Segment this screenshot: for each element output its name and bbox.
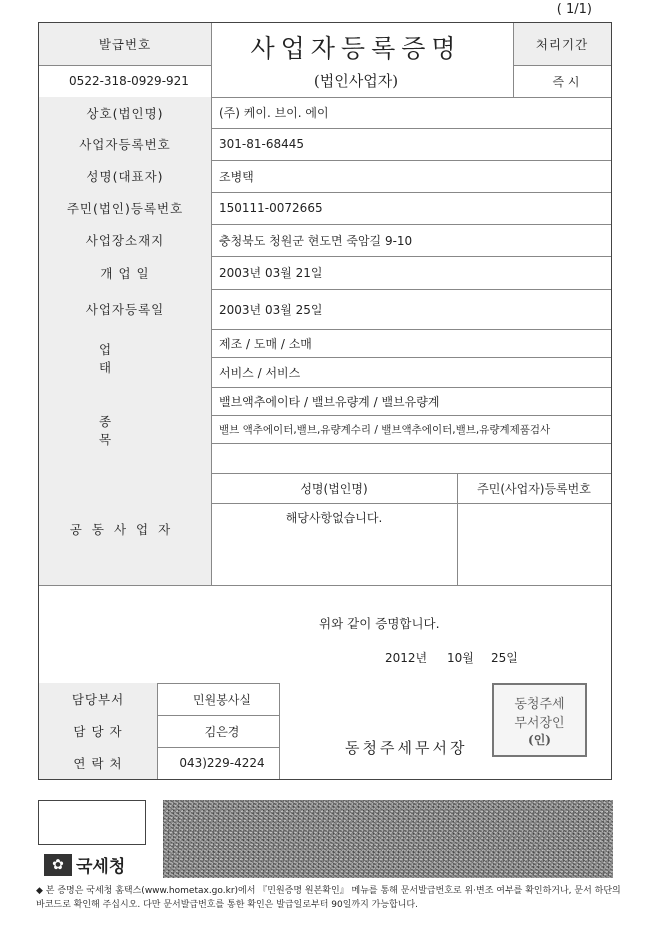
business-type-label: 업 태 <box>39 329 211 387</box>
processing-period-label: 처리기간 <box>513 23 611 65</box>
processing-period-value: 즉 시 <box>552 74 580 89</box>
dept-label: 담당부서 <box>39 683 157 715</box>
issue-no-label: 발급번호 <box>39 23 211 65</box>
dept-value: 민원봉사실 <box>193 692 251 707</box>
field-label-company-name: 상호(법인명) <box>39 97 211 128</box>
business-item-label: 종 목 <box>39 387 211 473</box>
joint-business-value: 해당사항없습니다. <box>285 510 383 525</box>
field-value-address: 충청북도 청원군 현도면 죽암길 9-10 <box>219 233 413 248</box>
field-label-representative: 성명(대표자) <box>39 160 211 192</box>
field-label-open-date: 개 업 일 <box>39 256 211 289</box>
business-item-row: 밸브 액추에이터,밸브,유량계수리 / 밸브액추에이터,밸브,유량계제품검사 <box>219 423 551 436</box>
field-label-corporate-id: 주민(법인)등록번호 <box>39 192 211 224</box>
field-label-registration-no: 사업자등록번호 <box>39 128 211 160</box>
person-label: 담 당 자 <box>39 715 157 747</box>
person-value: 김은경 <box>204 724 240 739</box>
field-value-representative: 조병택 <box>219 169 254 184</box>
field-value-company-name: (주) 케이. 브이. 에이 <box>219 106 329 120</box>
document-title: 사업자등록증명 <box>250 34 462 63</box>
joint-id-header: 주민(사업자)등록번호 <box>477 481 591 496</box>
certificate-form <box>38 22 612 780</box>
cert-year: 2012년 <box>385 650 428 665</box>
field-value-open-date: 2003년 03월 21일 <box>219 266 323 280</box>
page-number: ( 1/1) <box>556 2 592 17</box>
issuer-name: 동청주세무서장 <box>345 738 468 757</box>
seal-line-1: 동청주세 <box>514 696 565 712</box>
field-label-address: 사업장소재지 <box>39 224 211 256</box>
cert-day: 25일 <box>491 650 518 665</box>
seal-mark: (인) <box>528 732 551 747</box>
business-type-row: 서비스 / 서비스 <box>219 365 301 380</box>
flower-icon: ✿ <box>44 854 72 876</box>
blank-stamp-box <box>38 800 146 845</box>
business-type-row: 제조 / 도매 / 소매 <box>219 336 312 351</box>
official-seal <box>492 683 587 757</box>
joint-business-label: 공동사업자 <box>39 473 211 585</box>
seal-line-2: 무서장인 <box>514 715 565 731</box>
footnote: ◆ 본 증명은 국세청 홈택스(www.hometax.go.kr)에서 『민원증명 원본확인』 메뉴를 통해 문서발급번호로 위·변조 여부를 확인하거나, 문서 하단의 바코드로 확인해 주십시오. 다만 문서발급번호를 통한 확인은 발급일로부터 90일까지 가능합니다. <box>36 886 621 910</box>
field-value-registration-no: 301-81-68445 <box>219 137 305 151</box>
logo-text: 국세청 <box>76 857 126 877</box>
field-value-registration-date: 2003년 03월 25일 <box>219 302 323 317</box>
issue-no-value: 0522-318-0929-921 <box>69 74 189 88</box>
field-value-corporate-id: 150111-0072665 <box>219 201 323 215</box>
certification-text: 위와 같이 증명합니다. <box>319 616 440 631</box>
business-item-row: 밸브액추에이타 / 밸브유량계 / 밸브유량계 <box>219 394 440 409</box>
phone-value: 043)229-4224 <box>179 756 265 770</box>
phone-label: 연 락 처 <box>39 747 157 779</box>
field-label-registration-date: 사업자등록일 <box>39 289 211 329</box>
cert-month: 10월 <box>447 650 474 665</box>
business-item-row <box>211 443 609 473</box>
joint-name-header: 성명(법인명) <box>300 481 368 496</box>
document-barcode <box>163 800 613 878</box>
document-subtitle: (법인사업자) <box>313 72 399 90</box>
nts-logo <box>44 852 125 877</box>
